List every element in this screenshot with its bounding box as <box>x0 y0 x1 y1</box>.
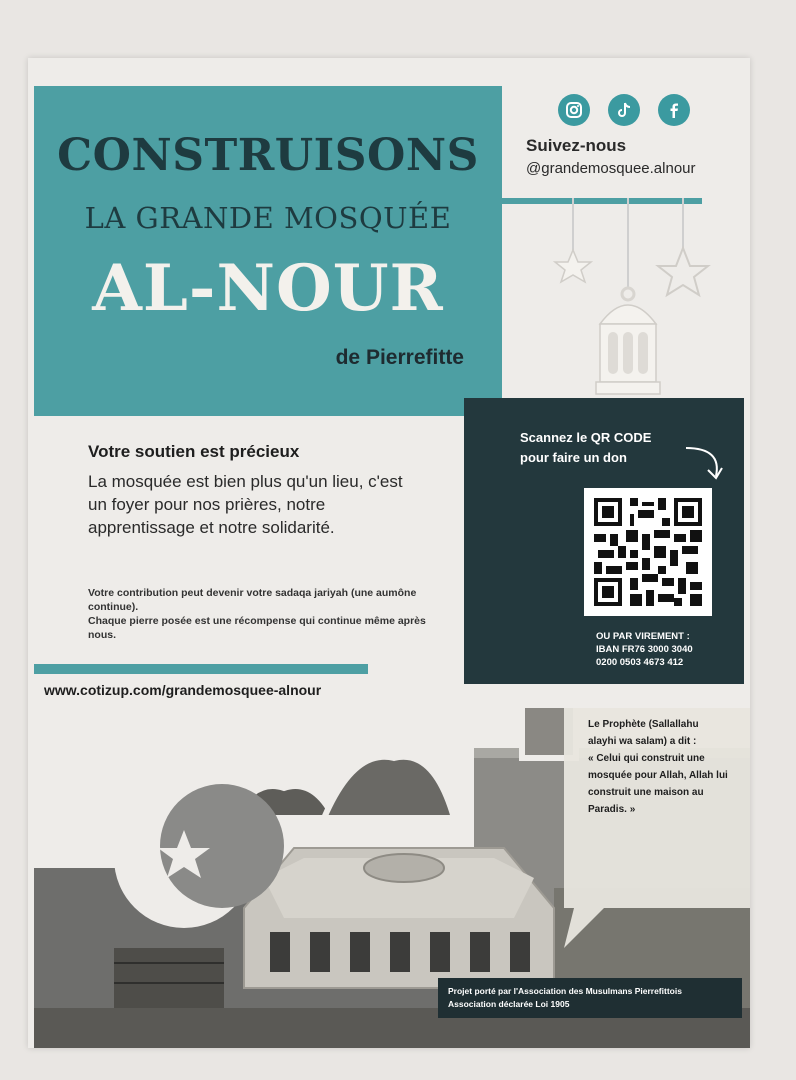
title-block <box>34 86 502 416</box>
curved-arrow-icon <box>682 442 732 482</box>
divider <box>34 664 368 674</box>
lantern-decoration <box>508 198 738 408</box>
star-icon <box>555 250 591 282</box>
support-small-line-1: Votre contribution peut devenir votre sadaqa jariyah (une aumône continue). <box>88 587 417 613</box>
lantern-icon <box>596 288 660 394</box>
prophet-quote <box>588 716 728 818</box>
iban-line-1: OU PAR VIREMENT : <box>596 631 690 642</box>
qr-code[interactable] <box>584 488 712 616</box>
iban-info <box>596 630 693 669</box>
iban-line-3: 0200 0503 4673 412 <box>596 657 684 668</box>
tiktok-icon[interactable] <box>608 94 640 126</box>
support-small-line-2: Chaque pierre posée est une récompense qui continue même après nous. <box>88 615 426 641</box>
follow-label: Suivez-nous <box>526 136 627 155</box>
instagram-icon[interactable] <box>558 94 590 126</box>
flyer <box>28 58 750 1048</box>
title-line-4: de Pierrefitte <box>335 346 464 369</box>
quote-intro: Le Prophète (Sallallahu alayhi wa salam) a dit : <box>588 719 699 747</box>
support-title: Votre soutien est précieux <box>88 442 300 461</box>
star-icon <box>658 248 708 295</box>
footer-line-2: Association déclarée Loi 1905 <box>448 999 570 1009</box>
social-icons <box>558 94 690 126</box>
quote-text: « Celui qui construit une mosquée pour Allah, Allah lui construit une maison au Paradis. » <box>588 753 728 815</box>
title-line-3: AL-NOUR <box>92 251 444 326</box>
footer-association <box>438 978 742 1018</box>
iban-line-2: IBAN FR76 3000 3040 <box>596 644 693 655</box>
title-line-1: CONSTRUISONS <box>57 130 479 181</box>
footer-line-1: Projet porté par l'Association des Musulmans Pierrefittois <box>448 986 682 996</box>
facebook-icon[interactable] <box>658 94 690 126</box>
social-handle[interactable]: @grandemosquee.alnour <box>526 160 696 177</box>
support-body: La mosquée est bien plus qu'un lieu, c'est un foyer pour nos prières, notre apprentissage et notre solidarité. <box>88 472 403 537</box>
qr-panel <box>464 398 744 684</box>
support-small <box>88 586 428 642</box>
website-link[interactable]: www.cotizup.com/grandemosquee-alnour <box>44 682 322 698</box>
title-line-2: LA GRANDE MOSQUÉE <box>84 201 452 235</box>
qr-title <box>520 428 651 468</box>
qr-title-line-1: Scannez le QR CODE <box>520 430 652 445</box>
qr-title-line-2: pour faire un don <box>520 450 627 465</box>
